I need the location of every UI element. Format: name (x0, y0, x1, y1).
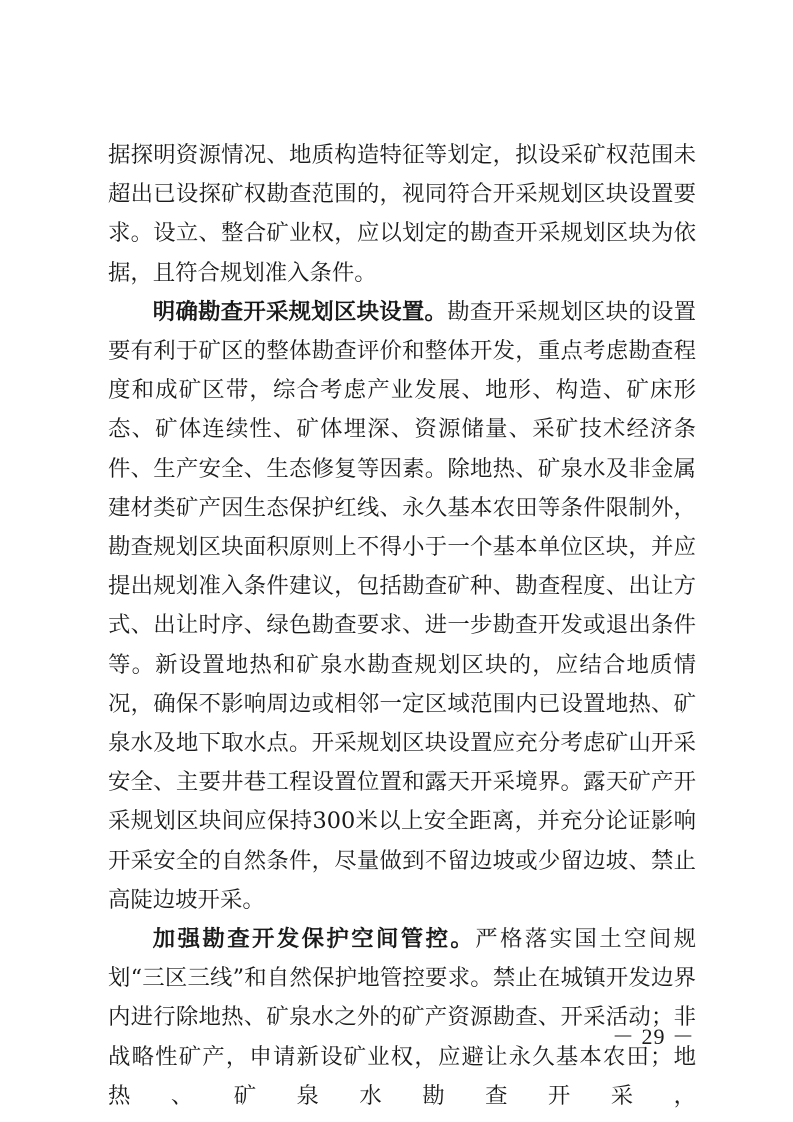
page-number: － 29 － (611, 1024, 695, 1049)
paragraph-2-heading: 明确勘查开采规划区块设置。 (152, 298, 448, 325)
paragraph-3-text: 严格落实国土空间规划“三区三线”和自然保护地管控要求。禁止在城镇开发边界内进行除地热、矿泉水之外的矿产资源勘查、开采活动；非战略性矿产，申请新设矿业权，应避让永久基本农田；地热、矿泉水勘查开采， (108, 926, 697, 1109)
body-text (108, 136, 696, 1116)
paragraph-2-text: 勘查开采规划区块的设置要有利于矿区的整体勘查评价和整体开发，重点考虑勘查程度和成矿区带，综合考虑产业发展、地形、构造、矿床形态、矿体连续性、矿体埋深、资源储量、采矿技术经济条件、生产安全、生态修复等因素。除地热、矿泉水及非金属建材类矿产因生态保护红线、永久基本农田等条件限制外，勘查规划区块面积原则上不得小于一个基本单位区块，并应提出规划准入条件建议，包括勘查矿种、勘查程度、出让方式、出让时序、绿色勘查要求、进一步勘查开发或退出条件等。新设置地热和矿泉水勘查规划区块的，应结合地质情况，确保不影响周边或相邻一定区域范围内已设置地热、矿泉水及地下取水点。开采规划区块设置应充分考虑矿山开采安全、主要井巷工程设置位置和露天开采境界。露天矿产开采规划区块间应保持300米以上安全距离，并充分论证影响开采安全的自然条件，尽量做到不留边坡或少留边坡、禁止高陡边坡开采。 (108, 298, 697, 913)
paragraph-1-text: 据探明资源情况、地质构造特征等划定，拟设采矿权范围未超出已设探矿权勘查范围的，视同符合开采规划区块设置要求。设立、整合矿业权，应以划定的勘查开采规划区块为依据，且符合规划准入条件。 (108, 142, 696, 286)
paragraph-3 (108, 920, 696, 1116)
paragraph-1 (108, 136, 696, 293)
paragraph-2 (108, 293, 696, 920)
paragraph-3-heading: 加强勘查开发保护空间管控。 (152, 926, 476, 953)
